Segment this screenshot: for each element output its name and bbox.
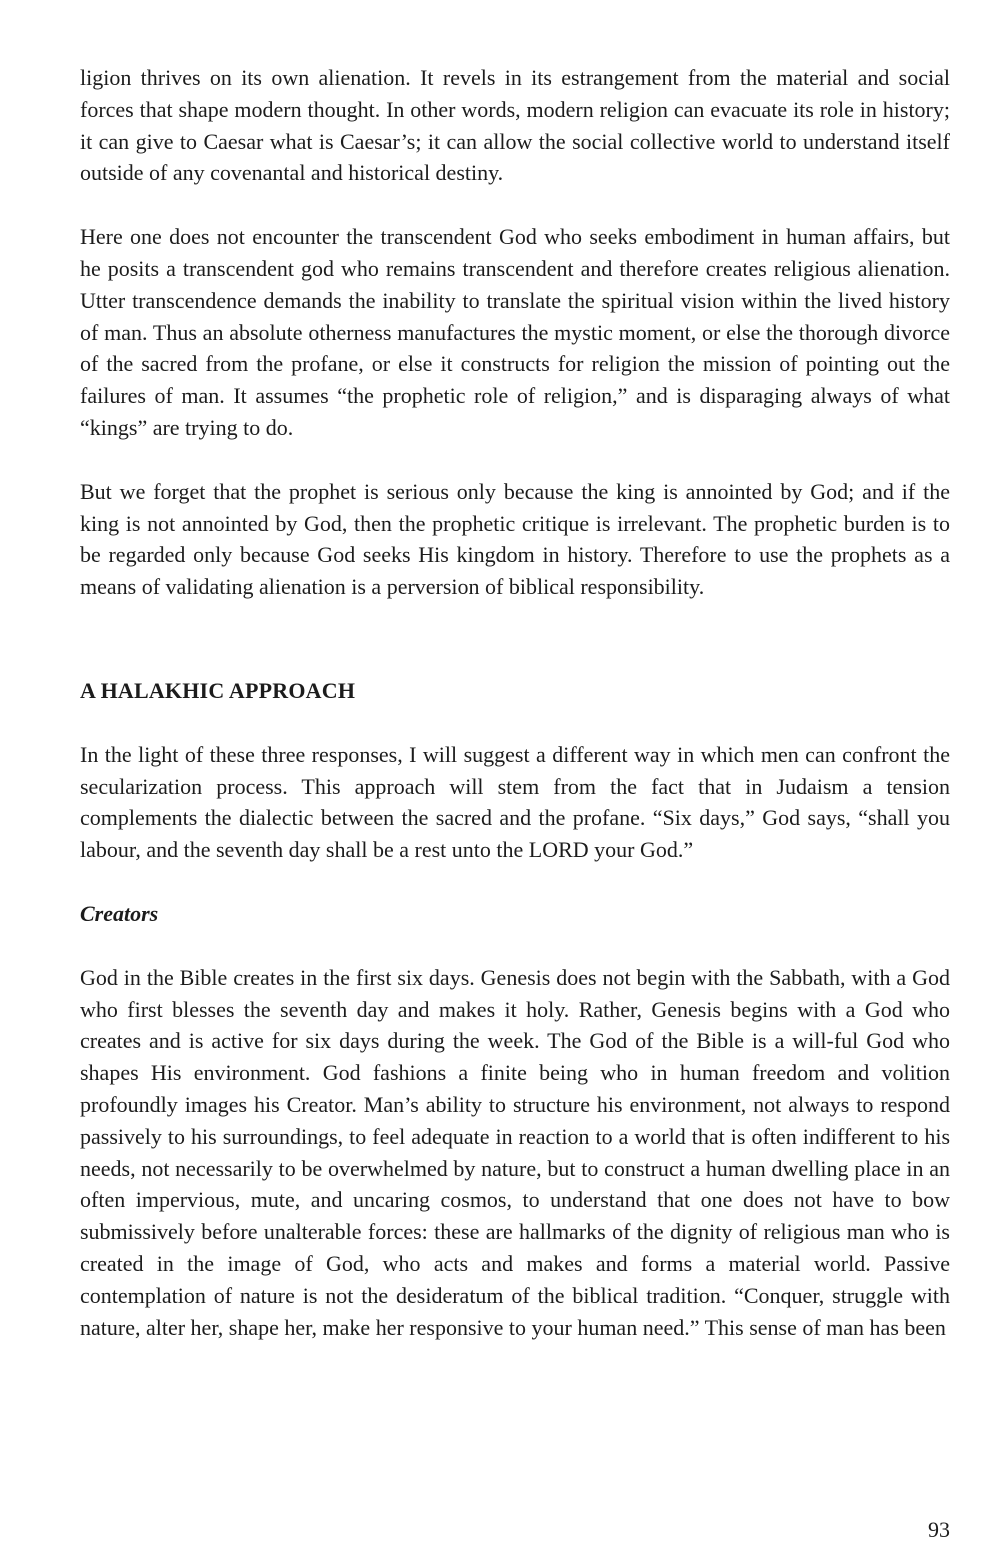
subsection-heading: Creators [80, 900, 159, 926]
heading-gap [80, 707, 950, 739]
section-gap [80, 603, 950, 675]
paragraph-religion-alienation: ligion thrives on its own alienation. It revels in its estrangement from the material and social forces that shape modern thought. In other words, modern religion can evacuate its role in history; it can give to Caesar what is Caesar’s; it can allow the social collective world to understand itself outside of any covenantal and historical destiny. [80, 65, 950, 186]
paragraph-gap [80, 444, 950, 476]
paragraph-creators-body: God in the Bible creates in the first six days. Genesis does not begin with the Sabbath, with a God who first blesses the seventh day and makes it holy. Rather, Genesis begins with a God who creates and is active for six days during the week. The God of the Bible is a will-ful God who shapes His environment. God fashions a finite being who in human freedom and volition profoundly images his Creator. Man’s ability to structure his environment, not always to respond passively to his surroundings, to feel adequate in reaction to a world that is often indifferent to his needs, not necessarily to be overwhelmed by nature, but to construct a human dwelling place in an often impervious, mute, and uncaring cosmos, to understand that one does not have to bow submissively before unalterable forces: these are hallmarks of the dignity of religious man who is created in the image of God, who acts and makes and forms a material world. Passive contemplation of nature is not the desideratum of the biblical tradition. “Conquer, struggle with nature, alter her, shape her, make her responsive to your human need.” This sense of man has been [80, 964, 950, 1340]
paragraph-section-intro: In the light of these three responses, I will suggest a different way in which men can confront the secularization process. This approach will stem from the fact that in Judaism a tension complements the dialectic between the sacred and the profane. “Six days,” God says, “shall you labour, and the seventh day shall be a rest unto the LORD your God.” [80, 741, 950, 863]
section-heading: A HALAKHIC APPROACH [80, 677, 356, 703]
paragraph-transcendent-god: Here one does not encounter the transcendent God who seeks embodiment in human affairs, but he posits a transcendent god who remains transcendent and therefore creates religious alienation. Utter transcendence demands the inability to translate the spiritual vision within the lived history of man. Thus an absolute otherness manufactures the mystic moment, or else the thorough divorce of the sacred from the profane, or else it constructs for religion the mission of pointing out the failures of man. It assumes “the prophetic role of religion,” and is disparaging always of what “kings” are trying to do. [80, 224, 950, 440]
paragraph-prophet-king: But we forget that the prophet is serious only because the king is annointed by God; and if the king is not annointed by God, then the prophetic critique is irrelevant. The prophetic burden is to be regarded only because God seeks His kingdom in history. Therefore to use the prophets as a means of validating alienation is a perversion of biblical responsibility. [80, 478, 950, 600]
page-number: 93 [928, 1517, 950, 1542]
heading-gap [80, 930, 950, 962]
paragraph-gap [80, 866, 950, 898]
page-body [80, 62, 950, 1343]
paragraph-gap [80, 189, 950, 221]
